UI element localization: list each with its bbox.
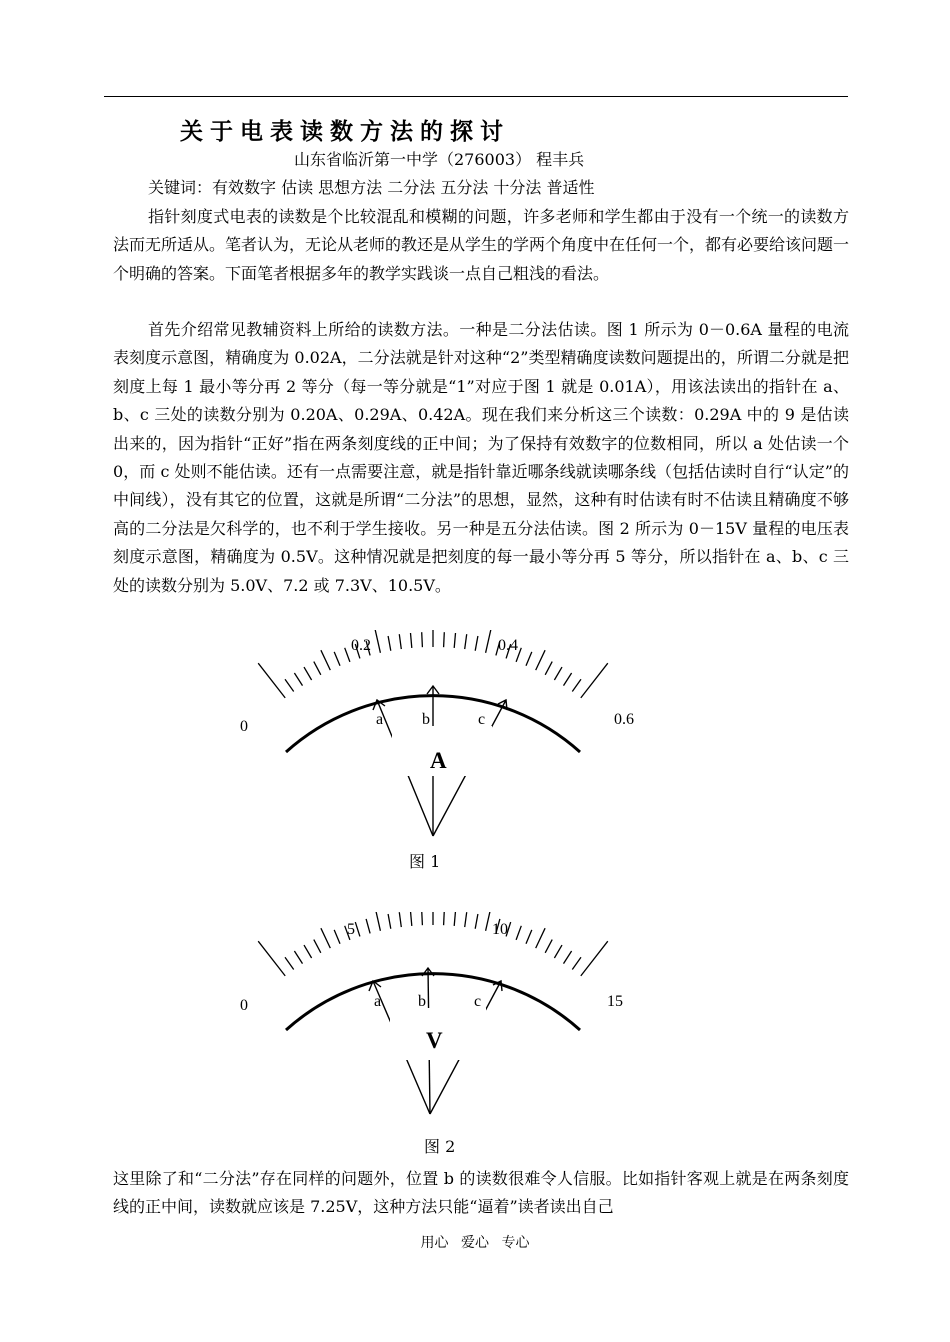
minor-tick (516, 926, 521, 940)
minor-tick (345, 648, 350, 662)
minor-tick (572, 957, 581, 969)
meter-symbol: A (430, 748, 447, 773)
major-tick (258, 663, 285, 698)
minor-tick (526, 930, 532, 944)
major-tick (371, 630, 381, 653)
minor-tick (388, 636, 391, 651)
minor-tick (285, 957, 294, 969)
minor-tick (334, 652, 340, 666)
minor-tick (536, 650, 545, 670)
voltmeter-diagram (0, 912, 950, 1134)
minor-tick (444, 912, 445, 925)
scale-label-0: 0 (240, 997, 248, 1014)
scale-label-10: 10 (492, 921, 508, 938)
pointer-label-a: a (376, 711, 384, 728)
major-tick (371, 912, 381, 931)
minor-tick (399, 634, 401, 649)
pointer-label-b: b (418, 993, 426, 1010)
figure-2 (0, 912, 950, 1160)
minor-tick (454, 912, 455, 926)
minor-tick (304, 667, 312, 680)
pointer-label-b: b (422, 711, 430, 728)
minor-tick (411, 633, 412, 648)
minor-tick (314, 940, 321, 953)
paragraph-continued: 这里除了和“二分法”存在同样的问题外，位置 b 的读数很难令人信服。比如指针客观上就是在两条刻度线的正中间，读数就应该是 7.25V，这种方法只能“逼着”读者读出自己 (113, 1169, 849, 1217)
scale-label-5: 5 (347, 921, 355, 938)
ammeter-diagram (0, 630, 950, 860)
minor-tick (366, 919, 370, 934)
header-rule (104, 96, 848, 97)
minor-tick (554, 945, 562, 958)
figure-1 (0, 630, 950, 871)
minor-tick (526, 652, 532, 666)
minor-tick (554, 667, 562, 680)
pointer-label-a: a (374, 993, 382, 1010)
minor-tick (304, 945, 312, 958)
page-title: 关于电表读数方法的探讨 (180, 118, 510, 145)
scale-label-0.4: 0.4 (498, 637, 518, 654)
minor-tick (422, 632, 423, 647)
minor-tick (465, 634, 467, 649)
minor-tick (564, 673, 572, 686)
minor-tick (294, 951, 302, 964)
author-line: 山东省临沂第一中学（276003） 程丰兵 (294, 150, 585, 169)
minor-tick (465, 912, 467, 927)
paragraph-intro: 指针刻度式电表的读数是个比较混乱和模糊的问题，许多老师和学生都由于没有一个统一的读数方法而无所适从。笔者认为，无论从老师的教还是从学生的学两个角度中在任何一个，都有必要给该问题一个明确的答案。下面笔者根据多年的教学实践谈一点自己粗浅的看法。 (113, 207, 850, 283)
minor-tick (294, 673, 302, 686)
minor-tick (454, 633, 455, 648)
figure-2-caption: 图 2 (424, 1137, 456, 1156)
pointer-label-c: c (478, 711, 486, 728)
paragraph-methods: 首先介绍常见教辅资料上所给的读数方法。一种是二分法估读。图 1 所示为 0－0.6A 量程的电流表刻度示意图，精确度为 0.02A，二分法就是针对这种“2”类型精确度读数问题提出的，所谓二分就是把刻度上每 1 最小等分再 2 等分（每一等分就是“1”对应于图 1 就是 0.01A），用该法读出的指针在 a、b、c 三处的读数分别为 0.20A、0.29A、0.42A。现在我们来分析这三个读数：0.29A 中的 9 是估读出来的，因为指针“正好”指在两条刻度线的正中间；为了保持有效数字的位数相同，所以 a 处估读一个 0，而 c 处则不能估读。还有一点需要注意，就是指针靠近哪条线就读哪条线（包括估读时自行“认定”的中间线），没有其它的位置，这就是所谓“二分法”的思想，显然，这种有时估读有时不估读且精确度不够高的二分法是欠科学的，也不利于学生接收。另一种是五分法估读。图 2 所示为 0－15V 量程的电压表刻度示意图，精确度为 0.5V。这种情况就是把刻度的每一最小等分再 5 等分，所以指针在 a、b、c 三处的读数分别为 5.0V、7.2 或 7.3V、10.5V。 (113, 320, 849, 595)
minor-tick (444, 632, 445, 647)
minor-tick (321, 928, 330, 948)
minor-tick (572, 679, 581, 691)
minor-tick (399, 912, 401, 927)
minor-tick (545, 940, 552, 953)
page-footer: 用心 爱心 专心 (420, 1235, 530, 1251)
figure-1-caption: 图 1 (409, 852, 441, 871)
minor-tick (314, 662, 321, 675)
minor-tick (475, 636, 478, 651)
minor-tick (545, 662, 552, 675)
scale-label-15: 15 (607, 993, 623, 1010)
scale-label-0.6: 0.6 (614, 711, 634, 728)
scale-label-0.2: 0.2 (351, 637, 371, 654)
minor-tick (475, 914, 478, 929)
minor-tick (422, 912, 423, 925)
minor-tick (334, 930, 340, 944)
scale-ticks (258, 912, 608, 976)
minor-tick (564, 951, 572, 964)
meter-symbol: V (426, 1028, 443, 1053)
major-tick (486, 630, 496, 653)
minor-tick (536, 928, 545, 948)
minor-tick (411, 912, 412, 926)
keywords-line: 关键词：有效数字 估读 思想方法 二分法 五分法 十分法 普适性 (148, 178, 595, 197)
major-tick (581, 941, 608, 976)
major-tick (581, 663, 608, 698)
minor-tick (285, 679, 294, 691)
minor-tick (321, 650, 330, 670)
scale-label-0: 0 (240, 718, 248, 735)
pointer-label-c: c (474, 993, 482, 1010)
minor-tick (355, 922, 360, 936)
minor-tick (388, 914, 391, 929)
major-tick (258, 941, 285, 976)
